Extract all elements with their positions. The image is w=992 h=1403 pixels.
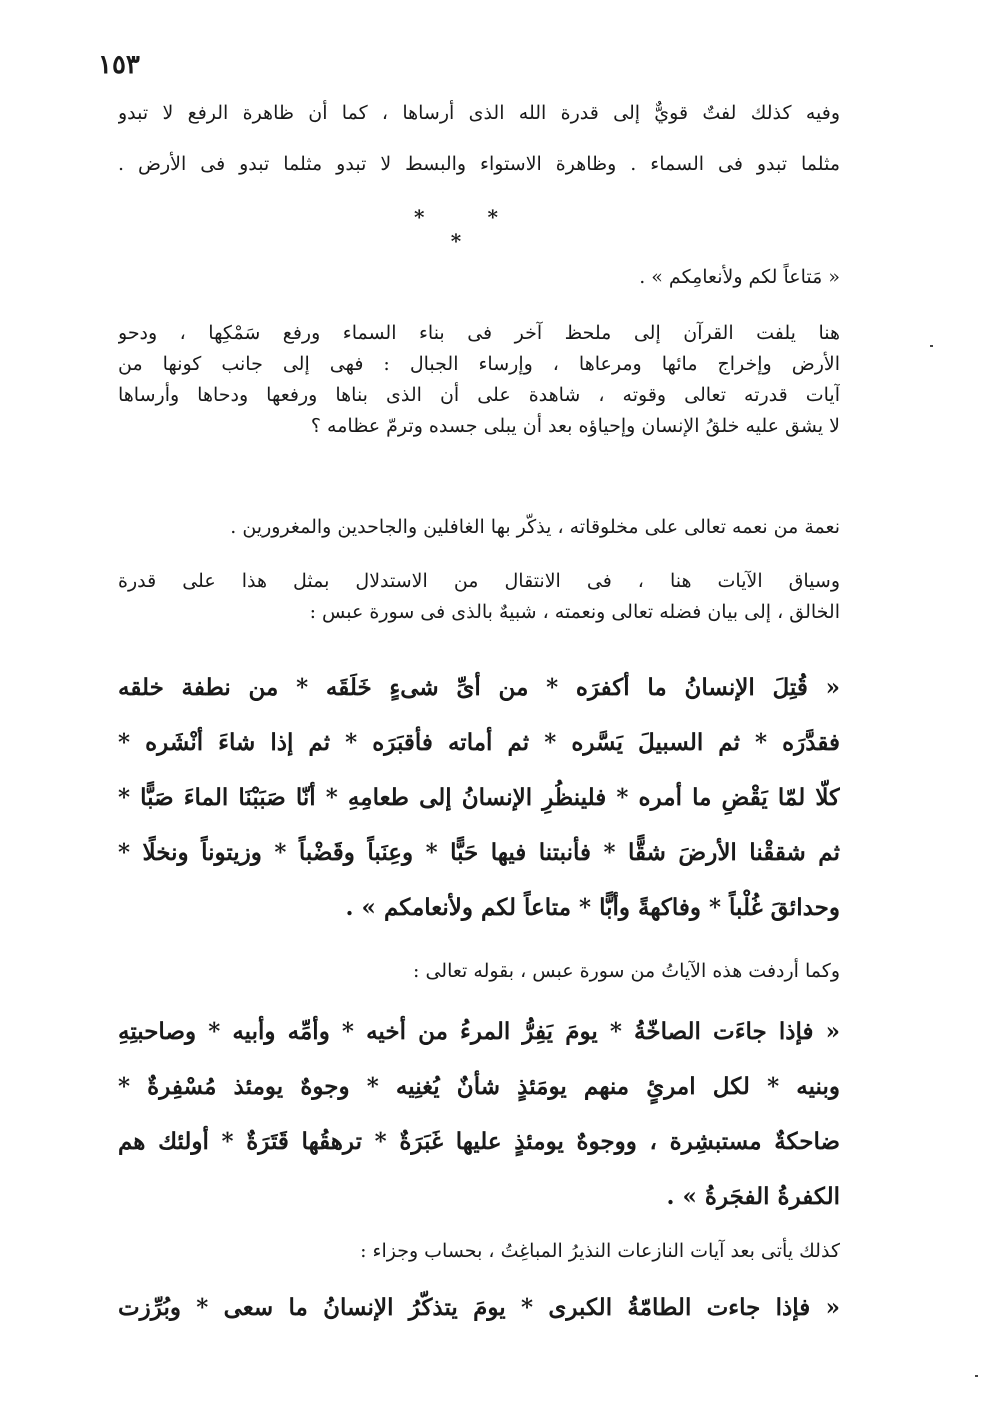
text-line: الأرض وإخراج مائها ومرعاها ، وإرساء الجبال : فهى إلى جانب كونها من [118,353,840,375]
verse-block-sakhkha [118,1004,840,1224]
text-line: نعمة من نعمه تعالى على مخلوقاته ، يذكّر بها الغافلين والجاحدين والمغرورين . [230,516,840,538]
verse-line: « قُتِلَ الإنسانُ ما أكفرَه * من أىِّ شىءٍ خَلَقَه * من نطفة خلقه [118,674,840,701]
text-line: كذلك يأتى بعد آيات النازعات النذيرُ المباغِتُ ، بحساب وجزاء : [360,1240,840,1262]
paragraph-1 [118,318,840,442]
verse-line: « فإذا جاءت الطامّةُ الكبرى * يومَ يتذكّرُ الإنسانُ ما سعى * وبُرِّزت [118,1294,840,1321]
text-line: وكما أردفت هذه الآياتُ من سورة عبس ، بقوله تعالى : [413,960,840,982]
text-line: وسياق الآيات هنا ، فى الانتقال من الاستدلال بمثل هذا على قدرة [118,570,840,592]
text-line: الخالق ، إلى بيان فضله تعالى ونعمته ، شبيهٌ بالذى فى سورة عبس : [309,601,840,623]
verse-block-abasa [118,660,840,935]
verse-line: « فإذا جاءَت الصاخّةُ * يومَ يَفِرُّ المرءُ من أخيه * وأمِّه وأبيه * وصاحبتِهِ [118,1018,840,1045]
text-line: مثلما تبدو فى السماء . وظاهرة الاستواء والبسط لا تبدو مثلما تبدو فى الأرض . [118,153,840,175]
text-line: وفيه كذلك لفتٌ قويٌّ إلى قدرة الله الذى أرساها ، كما أن ظاهرة الرفع لا تبدو [118,102,840,124]
section-separator: * * * [414,205,526,253]
quote-heading: « مَتاعاً لكم ولأنعامِكم » . [639,266,840,288]
paragraph-5 [118,1236,840,1267]
paragraph-3 [118,566,840,628]
verse-line: ضاحكةٌ مستبشِرة ، ووجوهٌ يومئذٍ عليها غَبَرَةٌ * ترهقُها قَتَرَةٌ * أولئك هم [118,1128,840,1155]
text-line: هنا يلفت القرآن إلى ملحظ آخر فى بناء السماء ورفع سَمْكِها ، ودحو [118,322,840,344]
quote-heading-block [118,262,840,293]
verse-line: ثم شققْنا الأرضَ شقًّا * فأنبتنا فيها حَبًّا * وعِنَباً وقَضْباً * وزيتوناً ونخلًا * [118,839,840,866]
scan-speck [930,345,933,347]
verse-line: كلّا لمّا يَقْضِ ما أمره * فلينظُرِ الإنسانُ إلى طعامِهِ * أنّا صَبَبْنَا الماءَ صَبًّا * [118,784,840,811]
intro-paragraph [118,98,840,180]
verse-line: وبنيه * لكل امرئٍ منهم يومَئذٍ شأنٌ يُغنِيه * وجوهٌ يومئذ مُسْفِرةٌ * [118,1073,840,1100]
verse-block-tamma [118,1280,840,1335]
verse-line: فقدَّرَه * ثم السبيلَ يَسَّره * ثم أماته فأقبَرَه * ثم إذا شاءَ أنْشَره * [118,729,840,756]
verse-line: وحدائقَ غُلْباً * وفاكهةً وأبًّا * متاعاً لكم ولأنعامكم » . [345,894,840,921]
paragraph-4 [118,956,840,987]
verse-line: الكفرةُ الفجَرةُ » . [666,1183,840,1210]
text-line: آيات قدرته تعالى وقوته ، شاهدة على أن الذى بناها ورفعها ودحاها وأرساها [118,384,840,406]
text-line: لا يشق عليه خلقُ الإنسان وإحياؤه بعد أن يبلى جسده وترمّ عظامه ؟ [310,415,840,437]
page-number: ١٥٣ [98,50,140,80]
scan-speck [975,1375,978,1377]
paragraph-2 [118,512,840,543]
